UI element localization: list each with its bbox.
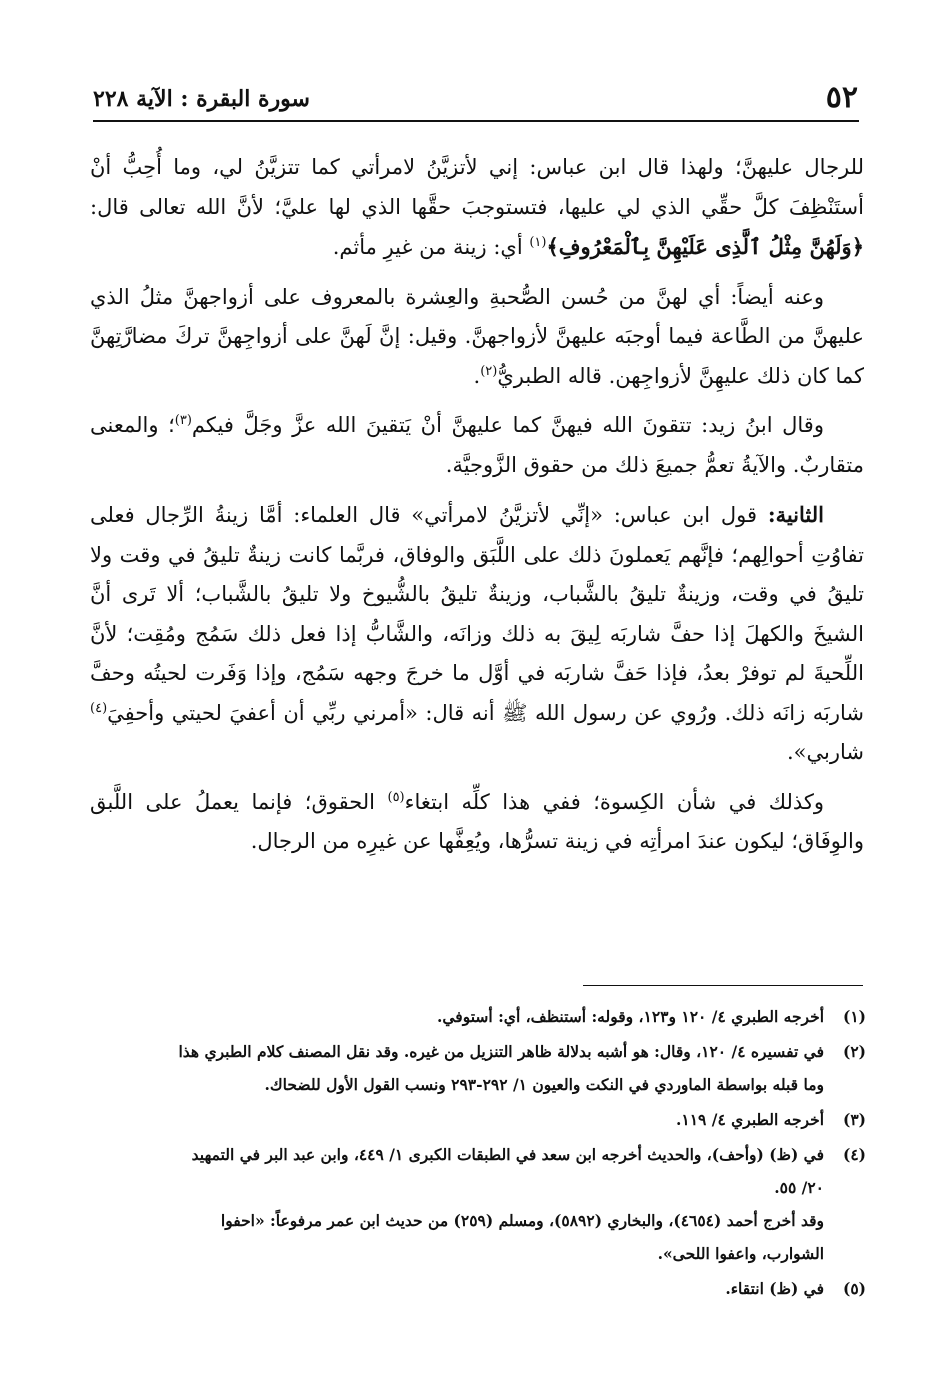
header-rule <box>93 120 859 122</box>
paragraph-text: وقال ابنُ زيد: تتقونَ الله فيهنَّ كما عليهنَّ أنْ يَتقينَ الله عزَّ وجَلَّ فيكم <box>191 413 824 437</box>
paragraph-text: ؛ والمعنى متقاربٌ. والآيةُ تعمُّ جميعَ ذلك من حقوق الزَّوجيَّة. <box>90 413 864 477</box>
footnote <box>88 1035 866 1101</box>
footnote-ref: (٣) <box>174 413 192 428</box>
paragraph-text: شاربي». <box>786 740 864 764</box>
footnote-line: في (ظ) (وأحف)، والحديث أخرجه ابن سعد في الطبقات الكبرى ١/ ٤٤٩، وابن عبد البر في التمهيد <box>191 1145 824 1164</box>
footnote-ref: (٥) <box>387 789 405 805</box>
page-header <box>93 78 858 120</box>
page-number: ٥٢ <box>825 80 858 115</box>
footnote-number: (٢) <box>842 1042 866 1061</box>
footnote-number: (٣) <box>842 1110 866 1129</box>
paragraph-1 <box>90 148 864 268</box>
footnote <box>88 1103 866 1136</box>
footnote-line: ٢٠/ ٥٥. <box>774 1178 824 1197</box>
footnote-line: في تفسيره ٤/ ١٢٠، وقال: هو أشبه بدلالة ظاهر التنزيل من غيره. وقد نقل المصنف كلام الطبري هذا <box>178 1042 824 1061</box>
paragraph-text: الحقوق؛ فإنما يعملُ على اللَّبق والوِفَاق؛ ليكون عندَ امرأتِه في زينة تسرُّها، ويُعِفَّها عن غيرِه من الرجال. <box>90 789 864 853</box>
paragraph-5 <box>90 783 864 862</box>
section-lead: الثانية: <box>767 502 824 527</box>
footnote-ref: (٤) <box>90 700 108 716</box>
footnote-line: وقد أخرج أحمد (٤٦٥٤)، والبخاري (٥٨٩٢)، ومسلم (٢٥٩) من حديث ابن عمر مرفوعاً: «احفوا <box>220 1211 824 1230</box>
footnote-number: (١) <box>842 1007 866 1026</box>
quran-verse: ﴿وَلَهُنَّ مِثْلُ ٱلَّذِى عَلَيْهِنَّ بِٱلْمَعْرُوفِ﴾ <box>546 234 864 259</box>
paragraph-text: وكذلك في شأن الكِسوة؛ ففي هذا كلِّه ابتغاء <box>404 789 824 814</box>
footnote-ref: (٢) <box>480 363 498 379</box>
footnote-line: أخرجه الطبري ٤/ ١١٩. <box>675 1110 824 1129</box>
footnote <box>88 1272 866 1305</box>
running-title: سورة البقرة : الآية ٢٢٨ <box>93 86 310 112</box>
paragraph-4 <box>90 495 864 773</box>
footnote-line: الشوارب، واعفوا اللحى». <box>657 1244 824 1263</box>
paragraph-text: للرجال عليهنَّ؛ ولهذا قال ابن عباس: إني لأتزيَّنُ لامرأتي كما تتزيَّنُ لي، وما أُحِبُّ أنْ أستَنْظِفَ كلَّ حقِّي الذي لي عليها، فتستوجبَ حقَّها الذي لها عليَّ؛ لأنَّ الله تعالى قال: <box>90 155 864 219</box>
paragraph-text: . <box>473 363 481 388</box>
footnote-ref: (١) <box>529 235 547 250</box>
footnotes-rule <box>583 985 863 986</box>
footnote-line: في (ظ) انتقاء. <box>725 1279 824 1298</box>
footnote-number: (٥) <box>842 1279 866 1298</box>
footnote-number: (٤) <box>842 1145 866 1164</box>
paragraph-3 <box>90 406 864 485</box>
paragraph-text: وعنه أيضاً: أي لهنَّ من حُسن الصُّحبةِ والعِشرة بالمعروف على أزواجهنَّ مثلُ الذي عليهنَّ من الطَّاعة فيما أوجبَه عليهنَّ لأزواجهنَّ. وقيل: إنَّ لَهنَّ على أزواجِهنَّ تركَ مضارَّتِهنَّ كما كان ذلك عليهِنَّ لأزواجِهن. قاله الطبريُّ <box>90 284 864 388</box>
paragraph-2 <box>90 278 864 397</box>
paragraph-text: قول ابن عباس: «إنِّي لأتزيَّنُ لامرأتي» قال العلماء: أمَّا زينةُ الرِّجال فعلى تفاوُتِ أحوالِهم؛ فإنَّهم يَعملونَ ذلك على اللَّبَق والوفاق، فربَّما كانت زينةٌ تليقُ في وقت ولا تليقُ في وقت، وزينةٌ تليقُ بالشَّباب، وزينةٌ تليقُ بالشُّيوخ ولا تليقُ بالشَّباب؛ ألا تَرى أنَّ الشيخَ والكهلَ إذا حفَّ شاربَه لِيقَ به ذلك وزانَه، والشَّابُّ إذا فعل ذلك سَمُج ومُقِت؛ لأنَّ اللِّحيةَ لم توفرْ بعدُ، فإذا حَفَّ شاربَه في أوَّل ما خرجَ وجهه سَمُج، وإذا وَفَرت لحيتُه وحفَّ شاربَه زانَه ذلك. ورُوي عن رسول الله ﷺ أنه قال: «أمرني ربِّي أن أعفيَ لحيتي وأحفِيَ <box>90 503 864 725</box>
footnote <box>88 1000 866 1033</box>
footnote-line: أخرجه الطبري ٤/ ١٢٠ و١٢٣، وقوله: أستنظف، أي: أستوفي. <box>436 1007 824 1026</box>
paragraph-text: أي: زينة من غيرِ مأثم. <box>332 235 530 259</box>
main-text <box>90 148 864 872</box>
footnote <box>88 1138 866 1270</box>
footnotes <box>88 1000 866 1307</box>
footnote-line: وما قبله بواسطة الماوردي في النكت والعيون ١/ ٢٩٢-٢٩٣ ونسب القول الأول للضحاك. <box>264 1075 824 1094</box>
